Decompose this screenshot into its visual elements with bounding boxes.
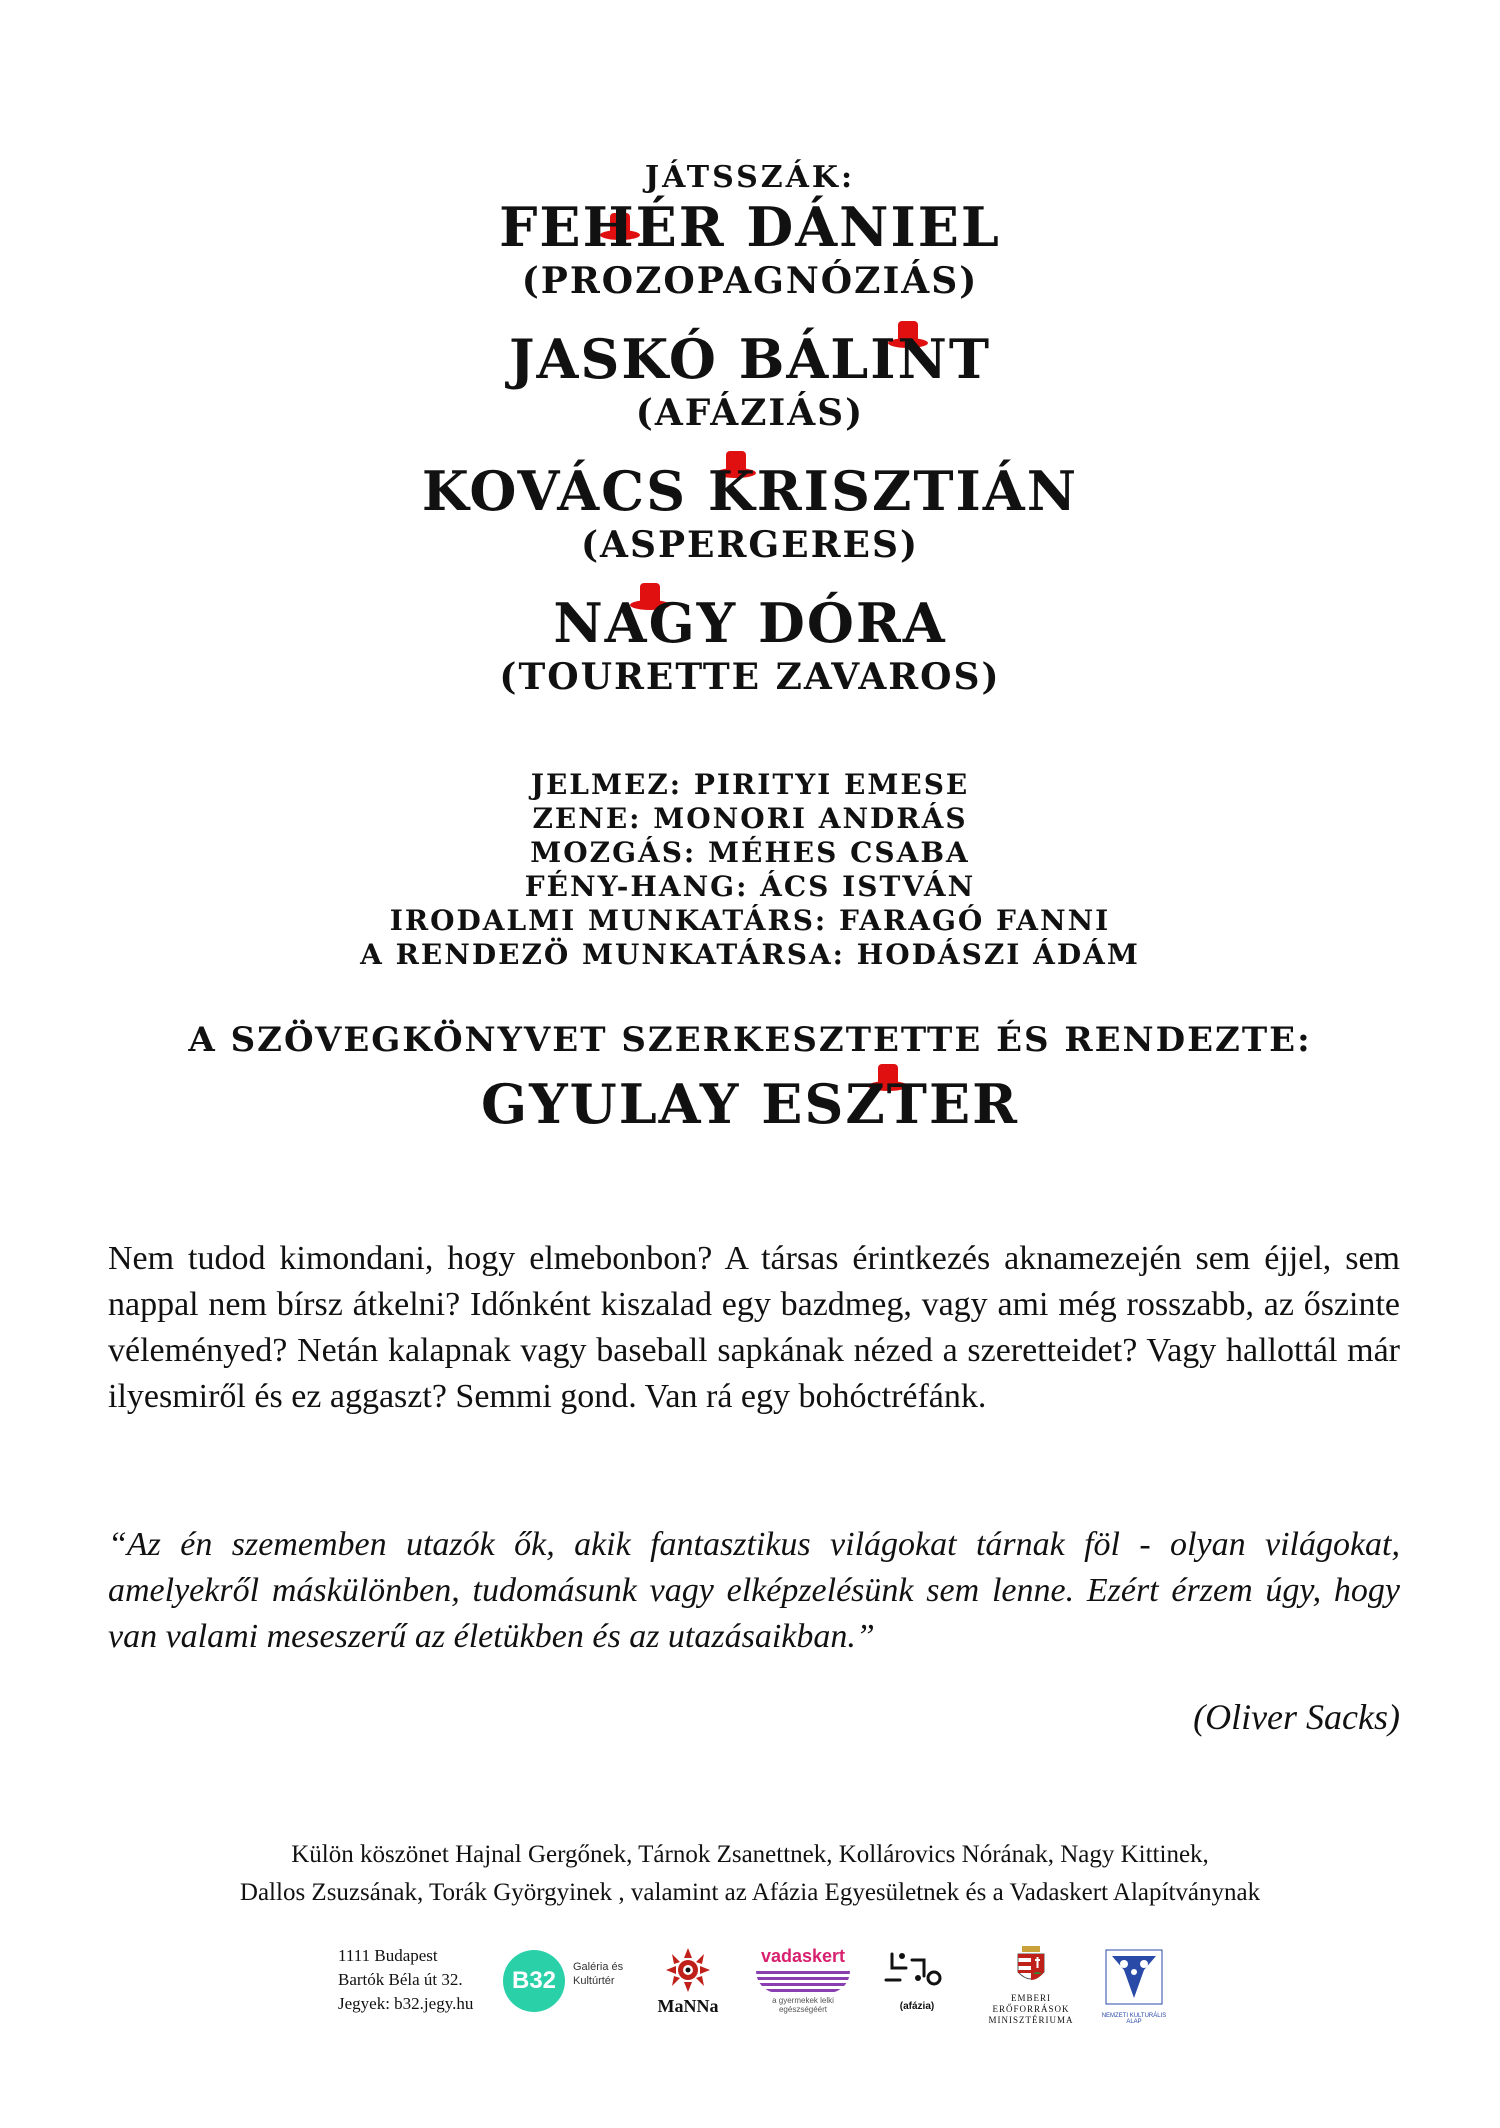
address-line: Bartók Béla út 32. xyxy=(338,1970,463,1989)
acknowledgements xyxy=(0,1836,1500,1912)
thanks-line-1: Külön köszönet Hajnal Gergőnek, Tárnok Zsanettnek, Kollárovics Nórának, Nagy Kittinek, xyxy=(291,1841,1209,1868)
cast-role: (AFÁZIÁS) xyxy=(635,392,865,434)
ticket-line: Jegyek: b32.jegy.hu xyxy=(338,1994,474,2013)
vadaskert-title: vadaskert xyxy=(760,1946,846,1966)
venue-address xyxy=(338,1944,473,2016)
cast-intro: JÁTSSZÁK: xyxy=(644,160,856,195)
cast-role: (ASPERGERES) xyxy=(581,524,919,566)
crew-section xyxy=(0,768,1500,972)
crew-line: A RENDEZÖ MUNKATÁRSA: HODÁSZI ÁDÁM xyxy=(360,938,1140,971)
vadaskert-logo xyxy=(748,1946,858,2018)
cast-name: FEHÉR DÁNIEL xyxy=(499,195,1001,259)
b32-logo-text: B32 xyxy=(511,1967,557,1994)
footer-logos xyxy=(320,1938,1220,2048)
nka-text: NEMZETI KULTURÁLIS ALAP xyxy=(1101,2013,1167,2025)
quote-text: “Az én szememben utazók ők, akik fantasztikus világokat tárnak föl - olyan világokat, amelyekről máskülönben, tudomásunk vagy elképzelésünk sem lenne. Ezért érzem úgy, hogy van valami meseszerű az életükben és az utazásaikban.” xyxy=(108,1526,1400,1655)
cast-name: NAGY DÓRA xyxy=(553,591,947,655)
manna-text: MaNNa xyxy=(657,1996,719,2016)
vadaskert-stripes-icon xyxy=(756,1971,850,1993)
thanks-line-2: Dallos Zsuzsának, Torák Györgyinek , valamint az Afázia Egyesületnek és a Vadaskert Alapítványnak xyxy=(239,1879,1261,1906)
afazia-logo xyxy=(872,1946,962,2018)
description-text: Nem tudod kimondani, hogy elmebonbon? A társas érintkezés aknamezején sem éjjel, sem nappal nem bírsz átkelni? Időnként kiszalad egy bazdmeg, vagy ami még rosszabb, az őszinte véleményed? Netán kalapnak vagy baseball sapkának nézed a szeretteidet? Vagy hallottál már ilyesmiről és ez aggaszt? Semmi gond. Van rá egy bohóctréfánk. xyxy=(108,1240,1400,1415)
nka-logo xyxy=(1098,1946,1170,2025)
crew-line: JELMEZ: PIRITYI EMESE xyxy=(530,768,970,801)
crew-line: IRODALMI MUNKATÁRS: FARAGÓ FANNI xyxy=(389,904,1111,937)
cast-role: (TOURETTE ZAVAROS) xyxy=(499,656,1001,698)
cast-role: (PROZOPAGNÓZIÁS) xyxy=(521,260,979,302)
crew-line: FÉNY-HANG: ÁCS ISTVÁN xyxy=(524,870,976,903)
emmi-text xyxy=(976,1993,1086,2026)
cast-member-3 xyxy=(0,459,1500,567)
crew-line: MOZGÁS: MÉHES CSABA xyxy=(530,836,970,869)
b32-logo xyxy=(503,1950,565,2012)
b32-caption-line: Galéria és xyxy=(573,1961,624,1973)
cast-section xyxy=(0,160,1500,723)
afazia-label: (afázia) xyxy=(899,2001,935,2012)
emmi-line: EMBERI ERŐFORRÁSOK xyxy=(992,1993,1070,2014)
cast-name: KOVÁCS KRISZTIÁN xyxy=(421,459,1079,523)
cast-member-1 xyxy=(0,195,1500,303)
address-line: 1111 Budapest xyxy=(338,1946,438,1965)
emmi-logo xyxy=(976,1944,1086,2025)
hungarian-coat-of-arms-icon xyxy=(976,1944,1086,1988)
emmi-line: MINISZTÉRIUMA xyxy=(988,2015,1074,2025)
afazia-figure-icon xyxy=(872,1946,962,1996)
director-name: GYULAY ESZTER xyxy=(480,1072,1020,1136)
nka-emblem-icon xyxy=(1098,1946,1170,2008)
b32-caption-line: Kultúrtér xyxy=(573,1975,615,1987)
cast-name: JASKÓ BÁLINT xyxy=(508,327,992,391)
director-intro: A SZÖVEGKÖNYVET SZERKESZTETTE ÉS RENDEZTE: xyxy=(188,1020,1312,1060)
b32-caption xyxy=(573,1960,623,1988)
cast-member-2 xyxy=(0,327,1500,435)
crew-line: ZENE: MONORI ANDRÁS xyxy=(532,802,968,835)
manna-logo xyxy=(648,1946,728,2018)
vadaskert-subtitle: a gyermekek lelki egészségéért xyxy=(772,1996,834,2014)
cast-member-4 xyxy=(0,591,1500,699)
quote-author: (Oliver Sacks) xyxy=(1193,1697,1400,1737)
